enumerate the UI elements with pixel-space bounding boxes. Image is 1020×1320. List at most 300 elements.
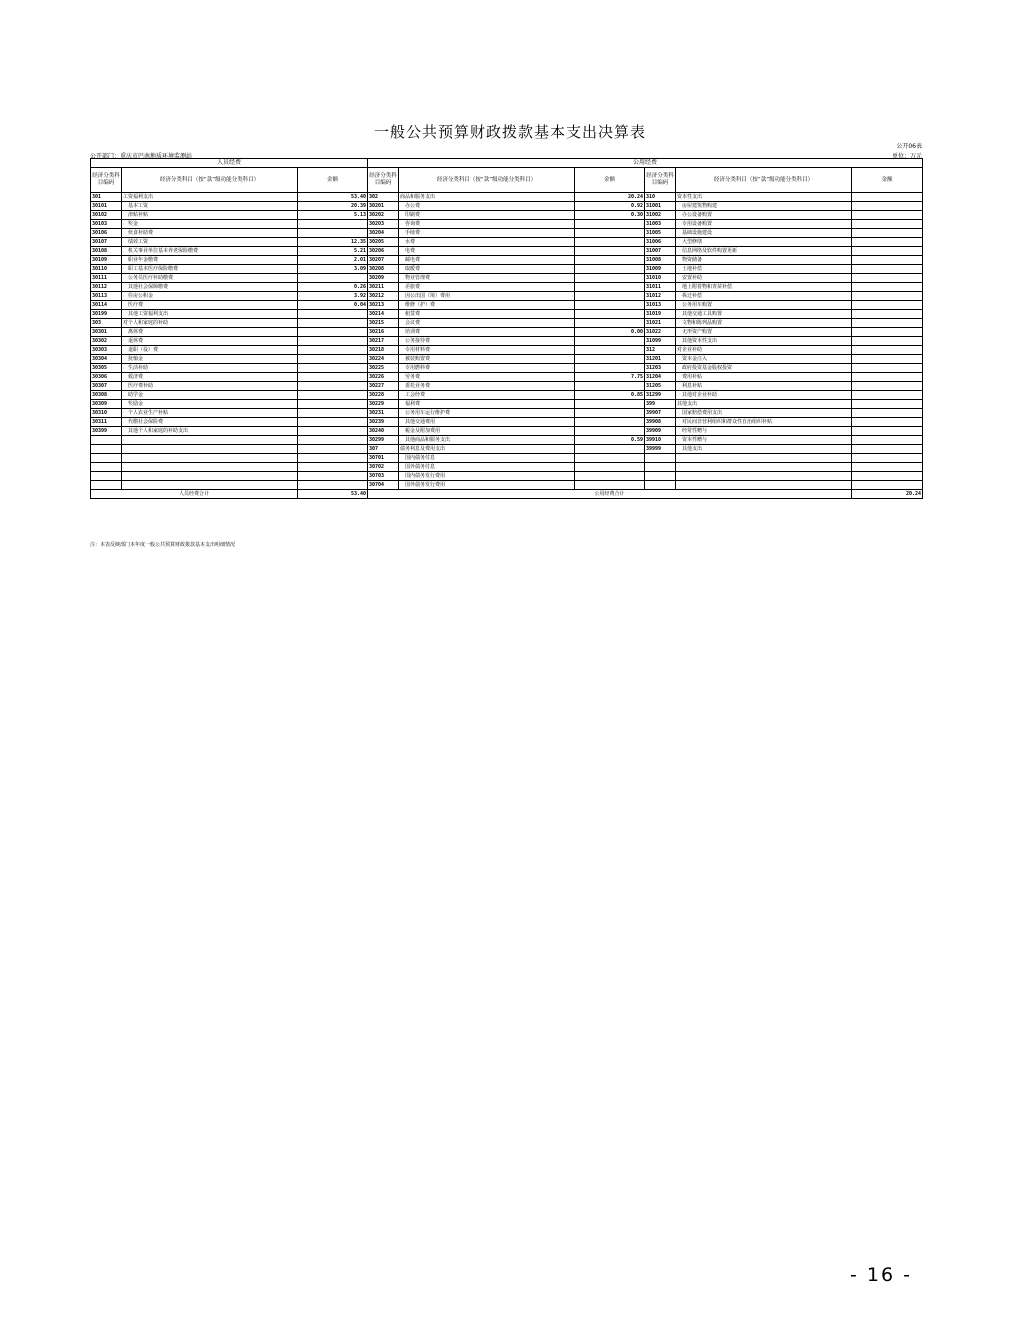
public-amount (575, 400, 645, 409)
page-number: - 16 - (850, 1264, 912, 1286)
capital-name: 其他资本性支出 (676, 337, 852, 346)
capital-code: 31299 (645, 391, 676, 400)
capital-amount (852, 256, 923, 265)
total-row (91, 490, 923, 499)
personnel-amount: 5.21 (298, 247, 368, 256)
header-name: 经济分类科目（按“款”级功能分类科目） (122, 168, 298, 193)
capital-name (676, 463, 852, 472)
capital-amount (852, 337, 923, 346)
capital-code: 31012 (645, 292, 676, 301)
capital-code (645, 481, 676, 490)
personnel-amount: 3.92 (298, 292, 368, 301)
public-amount: 0.30 (575, 211, 645, 220)
capital-code: 39999 (645, 445, 676, 454)
capital-code (645, 454, 676, 463)
personnel-name: 个人农业生产补贴 (122, 409, 298, 418)
public-amount (575, 355, 645, 364)
public-name: 印刷费 (399, 211, 575, 220)
capital-code: 31006 (645, 238, 676, 247)
table-row (91, 454, 923, 463)
capital-code: 31021 (645, 319, 676, 328)
personnel-name: 工资福利支出 (122, 193, 298, 202)
personnel-name (122, 472, 298, 481)
personnel-code: 30103 (91, 220, 122, 229)
public-amount (575, 337, 645, 346)
public-name: 被装购置费 (399, 355, 575, 364)
capital-amount (852, 229, 923, 238)
public-code: 30228 (368, 391, 399, 400)
public-code: 30209 (368, 274, 399, 283)
public-amount: 0.00 (575, 328, 645, 337)
public-amount (575, 229, 645, 238)
capital-code (645, 463, 676, 472)
public-amount (575, 409, 645, 418)
personnel-name: 公务员医疗补助缴费 (122, 274, 298, 283)
capital-amount (852, 202, 923, 211)
public-amount (575, 274, 645, 283)
personnel-amount: 12.35 (298, 238, 368, 247)
personnel-amount: 2.01 (298, 256, 368, 265)
personnel-name: 对个人和家庭的补助 (122, 319, 298, 328)
capital-amount (852, 445, 923, 454)
public-amount (575, 319, 645, 328)
section-personnel: 人员经费 (91, 159, 368, 168)
public-name: 国内债务发行费用 (399, 472, 575, 481)
table-row (91, 301, 923, 310)
personnel-name: 救济费 (122, 373, 298, 382)
capital-name: 其他支出 (676, 400, 852, 409)
public-code: 30213 (368, 301, 399, 310)
capital-amount (852, 247, 923, 256)
capital-amount (852, 346, 923, 355)
capital-code: 39907 (645, 409, 676, 418)
header-code: 经济分类科目编码 (91, 168, 122, 193)
capital-amount (852, 463, 923, 472)
total-public-amount: 20.24 (852, 490, 923, 499)
capital-name (676, 481, 852, 490)
public-amount (575, 427, 645, 436)
public-name: 维修（护）费 (399, 301, 575, 310)
public-name: 公务用车运行维护费 (399, 409, 575, 418)
personnel-name: 退休费 (122, 337, 298, 346)
table-row (91, 445, 923, 454)
capital-amount (852, 220, 923, 229)
personnel-name: 其他工资福利支出 (122, 310, 298, 319)
personnel-amount: 3.09 (298, 265, 368, 274)
public-name: 委托业务费 (399, 382, 575, 391)
total-public-label: 公用经费合计 (368, 490, 852, 499)
public-code: 30202 (368, 211, 399, 220)
personnel-name: 其他个人和家庭的补助支出 (122, 427, 298, 436)
capital-code: 310 (645, 193, 676, 202)
footnote: 注：本表反映部门本年度一般公共预算财政拨款基本支出明细情况 (90, 542, 236, 548)
public-code: 30218 (368, 346, 399, 355)
public-code: 30239 (368, 418, 399, 427)
personnel-amount (298, 373, 368, 382)
personnel-name: 抚恤金 (122, 355, 298, 364)
public-code: 30701 (368, 454, 399, 463)
table-row (91, 481, 923, 490)
capital-name: 地上附着物和青苗补偿 (676, 283, 852, 292)
personnel-code: 30102 (91, 211, 122, 220)
capital-code: 31203 (645, 364, 676, 373)
capital-code: 31205 (645, 382, 676, 391)
capital-name: 土地补偿 (676, 265, 852, 274)
public-name: 咨询费 (399, 220, 575, 229)
public-amount (575, 346, 645, 355)
capital-code: 399 (645, 400, 676, 409)
personnel-code: 30111 (91, 274, 122, 283)
capital-name: 无形资产购置 (676, 328, 852, 337)
capital-name: 经常性赠与 (676, 427, 852, 436)
unit-label: 单位：万元 (891, 153, 922, 160)
capital-name: 其他对企业补助 (676, 391, 852, 400)
capital-amount (852, 373, 923, 382)
public-name: 会议费 (399, 319, 575, 328)
capital-name: 大型修缮 (676, 238, 852, 247)
capital-code: 31008 (645, 256, 676, 265)
section-public: 公用经费 (368, 159, 923, 168)
personnel-name (122, 481, 298, 490)
table-row (91, 283, 923, 292)
header-code: 经济分类科目编码 (368, 168, 399, 193)
header-code: 经济分类科目编码 (645, 168, 676, 193)
public-code: 30212 (368, 292, 399, 301)
table-row (91, 328, 923, 337)
personnel-name (122, 436, 298, 445)
personnel-code: 30306 (91, 373, 122, 382)
public-code: 30206 (368, 247, 399, 256)
personnel-code: 30109 (91, 256, 122, 265)
public-amount (575, 454, 645, 463)
public-code: 30217 (368, 337, 399, 346)
personnel-amount (298, 337, 368, 346)
personnel-code: 30310 (91, 409, 122, 418)
capital-amount (852, 283, 923, 292)
table-row (91, 274, 923, 283)
capital-amount (852, 355, 923, 364)
capital-code: 39908 (645, 418, 676, 427)
capital-amount (852, 436, 923, 445)
public-code: 30211 (368, 283, 399, 292)
public-code: 30231 (368, 409, 399, 418)
public-code: 30201 (368, 202, 399, 211)
capital-code: 31022 (645, 328, 676, 337)
personnel-amount (298, 427, 368, 436)
personnel-amount (298, 463, 368, 472)
public-code: 30226 (368, 373, 399, 382)
public-amount: 20.24 (575, 193, 645, 202)
capital-name (676, 472, 852, 481)
capital-code: 31204 (645, 373, 676, 382)
personnel-code (91, 481, 122, 490)
personnel-name: 机关事业单位基本养老保险缴费 (122, 247, 298, 256)
personnel-name: 伙食补助费 (122, 229, 298, 238)
table-row (91, 400, 923, 409)
public-amount (575, 382, 645, 391)
personnel-name: 助学金 (122, 391, 298, 400)
table-row (91, 229, 923, 238)
report-title: 一般公共预算财政拨款基本支出决算表 (373, 123, 646, 141)
capital-amount (852, 481, 923, 490)
personnel-name: 奖金 (122, 220, 298, 229)
table-row (91, 265, 923, 274)
capital-name: 公务用车购置 (676, 301, 852, 310)
personnel-amount (298, 319, 368, 328)
capital-name: 资本金注入 (676, 355, 852, 364)
public-name: 邮电费 (399, 256, 575, 265)
table-row (91, 247, 923, 256)
header-amount: 金额 (852, 168, 923, 193)
capital-amount (852, 400, 923, 409)
public-amount (575, 310, 645, 319)
personnel-amount (298, 310, 368, 319)
public-name: 办公费 (399, 202, 575, 211)
capital-name (676, 454, 852, 463)
personnel-amount (298, 382, 368, 391)
capital-code: 31009 (645, 265, 676, 274)
table-row (91, 355, 923, 364)
personnel-code: 30302 (91, 337, 122, 346)
public-amount (575, 463, 645, 472)
public-amount (575, 256, 645, 265)
capital-code: 31003 (645, 220, 676, 229)
personnel-name: 退职（役）费 (122, 346, 298, 355)
table-row (91, 373, 923, 382)
public-amount (575, 292, 645, 301)
personnel-amount (298, 220, 368, 229)
capital-code: 31019 (645, 310, 676, 319)
capital-amount (852, 472, 923, 481)
personnel-code: 30303 (91, 346, 122, 355)
personnel-amount (298, 409, 368, 418)
public-name: 电费 (399, 247, 575, 256)
public-code: 30207 (368, 256, 399, 265)
personnel-name: 奖励金 (122, 400, 298, 409)
capital-code: 31201 (645, 355, 676, 364)
table-row (91, 337, 923, 346)
capital-name: 安置补助 (676, 274, 852, 283)
public-code: 30299 (368, 436, 399, 445)
personnel-code (91, 472, 122, 481)
header-name: 经济分类科目（按“款”级功能分类科目） (399, 168, 575, 193)
capital-code: 31099 (645, 337, 676, 346)
public-name: 福利费 (399, 400, 575, 409)
table-row (91, 391, 923, 400)
public-amount (575, 220, 645, 229)
table-row (91, 256, 923, 265)
public-amount: 0.85 (575, 391, 645, 400)
capital-name: 办公设备购置 (676, 211, 852, 220)
capital-code: 39910 (645, 436, 676, 445)
capital-amount (852, 364, 923, 373)
personnel-code: 30113 (91, 292, 122, 301)
table-row (91, 418, 923, 427)
public-amount (575, 283, 645, 292)
capital-name: 文物和陈列品购置 (676, 319, 852, 328)
personnel-code (91, 454, 122, 463)
public-amount (575, 472, 645, 481)
capital-amount (852, 238, 923, 247)
capital-code: 312 (645, 346, 676, 355)
public-code: 302 (368, 193, 399, 202)
personnel-code: 30399 (91, 427, 122, 436)
personnel-name: 住房公积金 (122, 292, 298, 301)
public-name: 因公出国（境）费用 (399, 292, 575, 301)
capital-code: 31007 (645, 247, 676, 256)
public-code: 30704 (368, 481, 399, 490)
public-name: 国外债务付息 (399, 463, 575, 472)
public-name: 手续费 (399, 229, 575, 238)
public-amount (575, 364, 645, 373)
personnel-code: 301 (91, 193, 122, 202)
public-amount (575, 418, 645, 427)
public-code: 30205 (368, 238, 399, 247)
capital-amount (852, 193, 923, 202)
personnel-code: 30110 (91, 265, 122, 274)
public-code: 30215 (368, 319, 399, 328)
capital-name: 专用设备购置 (676, 220, 852, 229)
personnel-code: 30106 (91, 229, 122, 238)
table-row (91, 472, 923, 481)
total-personnel-label: 人员经费合计 (91, 490, 298, 499)
capital-name: 物资储备 (676, 256, 852, 265)
personnel-name: 其他社会保障缴费 (122, 283, 298, 292)
public-code: 30203 (368, 220, 399, 229)
personnel-code: 30305 (91, 364, 122, 373)
capital-name: 拆迁补偿 (676, 292, 852, 301)
capital-amount (852, 328, 923, 337)
public-name: 国外债务发行费用 (399, 481, 575, 490)
personnel-amount (298, 472, 368, 481)
public-name: 公务接待费 (399, 337, 575, 346)
public-code: 307 (368, 445, 399, 454)
personnel-amount: 20.39 (298, 202, 368, 211)
public-amount (575, 265, 645, 274)
table-row (91, 364, 923, 373)
public-amount (575, 247, 645, 256)
capital-amount (852, 265, 923, 274)
public-code: 30240 (368, 427, 399, 436)
personnel-name: 生活补助 (122, 364, 298, 373)
public-name: 物业管理费 (399, 274, 575, 283)
header-name: 经济分类科目（按“款”级功能分类科目） (676, 168, 852, 193)
personnel-amount (298, 481, 368, 490)
department-label: 公开部门：重庆市巴南地质环境监测站 (90, 153, 193, 160)
capital-code: 39909 (645, 427, 676, 436)
header-amount: 金额 (575, 168, 645, 193)
personnel-name: 绩效工资 (122, 238, 298, 247)
capital-amount (852, 211, 923, 220)
personnel-code: 30309 (91, 400, 122, 409)
personnel-code (91, 436, 122, 445)
capital-code: 31010 (645, 274, 676, 283)
table-row (91, 220, 923, 229)
table-row (91, 463, 923, 472)
public-code: 30225 (368, 364, 399, 373)
public-amount (575, 481, 645, 490)
public-code: 30702 (368, 463, 399, 472)
personnel-name: 津贴补贴 (122, 211, 298, 220)
public-name: 专用燃料费 (399, 364, 575, 373)
capital-name: 资本性赠与 (676, 436, 852, 445)
capital-amount (852, 382, 923, 391)
capital-name: 资本性支出 (676, 193, 852, 202)
table-row (91, 310, 923, 319)
capital-name: 基础设施建设 (676, 229, 852, 238)
capital-amount (852, 418, 923, 427)
personnel-amount (298, 445, 368, 454)
capital-code: 31013 (645, 301, 676, 310)
capital-name: 国家赔偿费用支出 (676, 409, 852, 418)
public-code: 30208 (368, 265, 399, 274)
expenditure-table (90, 158, 923, 499)
personnel-name (122, 463, 298, 472)
personnel-name: 医疗费补助 (122, 382, 298, 391)
public-amount (575, 238, 645, 247)
public-code: 30204 (368, 229, 399, 238)
table-row (91, 436, 923, 445)
personnel-code: 30307 (91, 382, 122, 391)
personnel-amount: 0.04 (298, 301, 368, 310)
personnel-code: 30304 (91, 355, 122, 364)
form-number: 公开06表 (896, 143, 922, 150)
personnel-code: 30112 (91, 283, 122, 292)
total-personnel-amount: 53.40 (298, 490, 368, 499)
personnel-name: 医疗费 (122, 301, 298, 310)
personnel-name: 离休费 (122, 328, 298, 337)
capital-name: 房屋建筑物购建 (676, 202, 852, 211)
table-row (91, 211, 923, 220)
capital-amount (852, 391, 923, 400)
table-row (91, 193, 923, 202)
public-amount (575, 301, 645, 310)
public-name: 债务利息及费用支出 (399, 445, 575, 454)
public-code: 30216 (368, 328, 399, 337)
capital-amount (852, 319, 923, 328)
personnel-amount: 53.40 (298, 193, 368, 202)
public-code: 30214 (368, 310, 399, 319)
personnel-code: 30108 (91, 247, 122, 256)
public-name: 培训费 (399, 328, 575, 337)
capital-name: 信息网络及软件购置更新 (676, 247, 852, 256)
capital-amount (852, 454, 923, 463)
personnel-code: 30199 (91, 310, 122, 319)
personnel-amount (298, 391, 368, 400)
public-amount: 7.75 (575, 373, 645, 382)
capital-code (645, 472, 676, 481)
personnel-code (91, 463, 122, 472)
public-code: 30224 (368, 355, 399, 364)
personnel-amount (298, 328, 368, 337)
personnel-code: 30308 (91, 391, 122, 400)
table-row (91, 409, 923, 418)
section-header-row (91, 159, 923, 168)
header-amount: 金额 (298, 168, 368, 193)
personnel-amount (298, 229, 368, 238)
personnel-name (122, 454, 298, 463)
public-name: 差旅费 (399, 283, 575, 292)
public-name: 取暖费 (399, 265, 575, 274)
public-name: 水费 (399, 238, 575, 247)
capital-amount (852, 301, 923, 310)
personnel-amount: 0.26 (298, 283, 368, 292)
table-row (91, 382, 923, 391)
public-code: 30227 (368, 382, 399, 391)
capital-name: 政府投资基金股权投资 (676, 364, 852, 373)
table-row (91, 238, 923, 247)
personnel-name: 基本工资 (122, 202, 298, 211)
